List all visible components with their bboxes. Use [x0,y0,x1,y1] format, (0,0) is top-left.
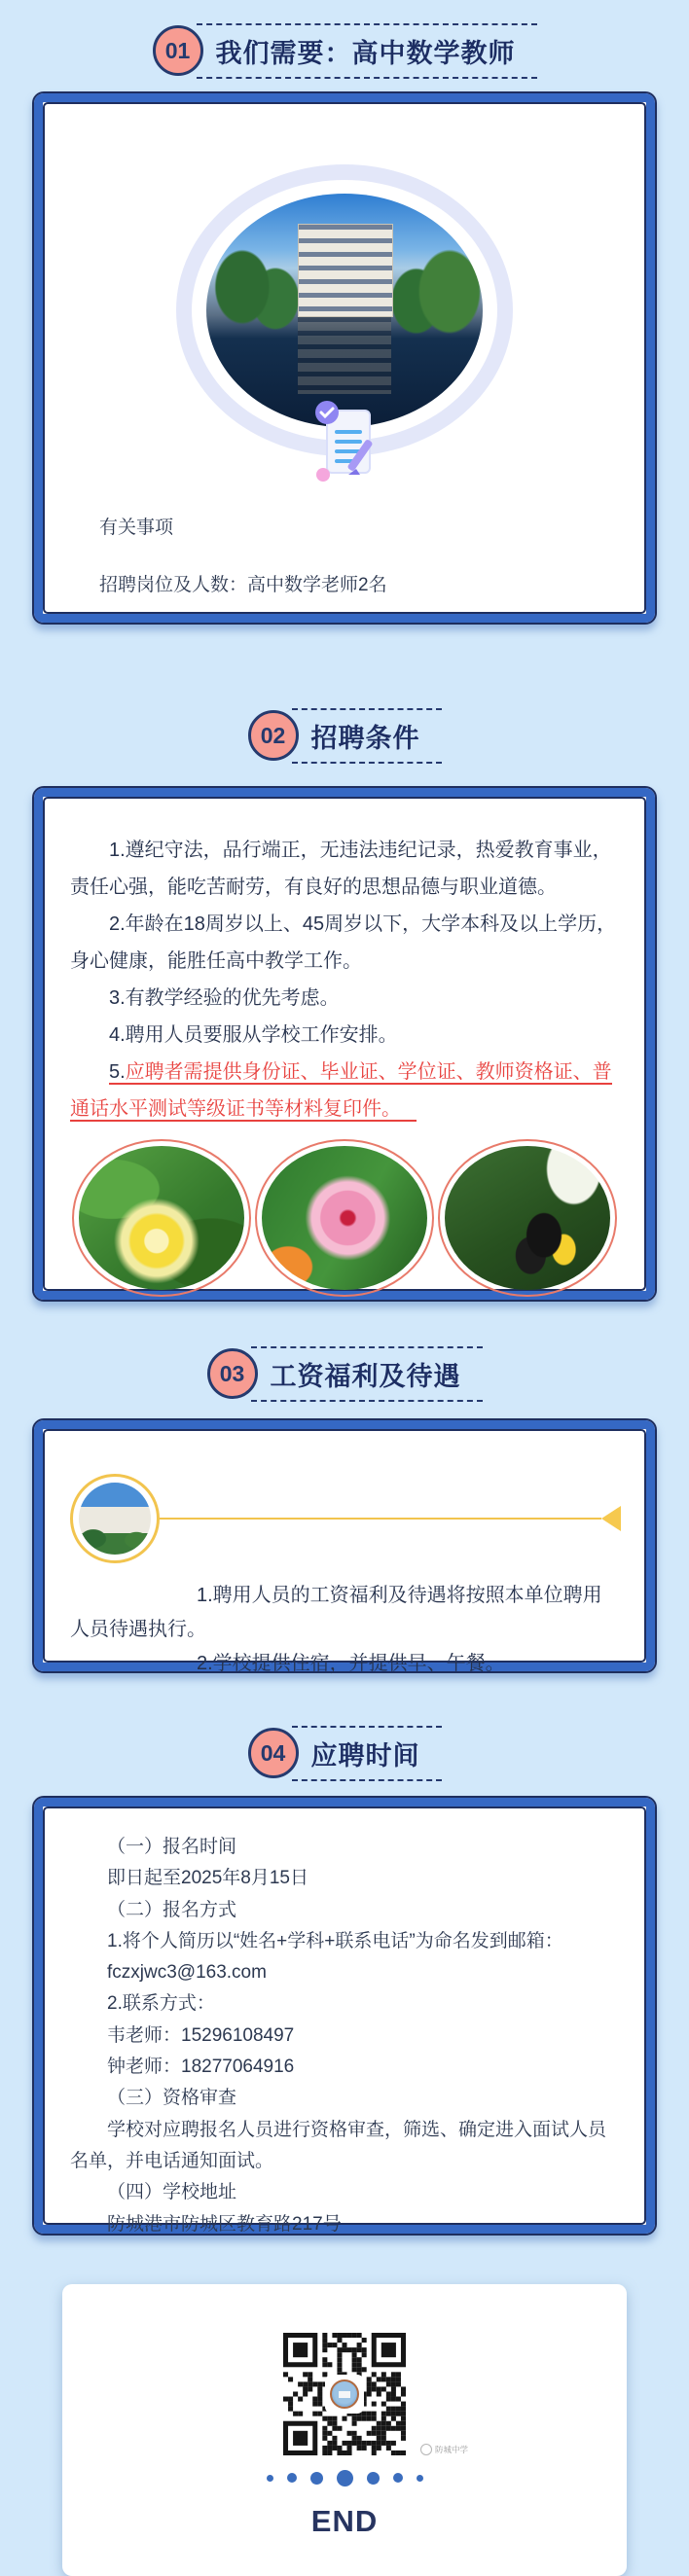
application-line: （二）报名方式 [107,1899,237,1920]
footer-card [62,2284,627,2576]
requirement-item: 1.遵纪守法，品行端正，无违法违纪记录，热爱教育事业，责任心强，能吃苦耐劳，有良好的思想品德与职业道德。 [70,840,612,898]
section-title: 工资福利及待遇 [251,1346,483,1402]
flower-photo-butterfly [438,1139,617,1297]
section-title: 应聘时间 [292,1726,442,1781]
school-campus-photo [206,194,483,427]
campus-flower-photos [70,1139,619,1297]
benefit-photo-circle [70,1474,160,1563]
pagination-dots [62,2469,627,2487]
application-line: 即日起至2025年8月15日 [107,1868,308,1889]
dot [337,2470,353,2487]
contact-phone-zhong: 钟老师：18277064916 [107,2057,295,2078]
card-application [32,1796,657,2236]
school-photo-oval [176,164,513,456]
dot [267,2475,273,2482]
card-benefits [32,1418,657,1673]
dot [417,2475,423,2482]
requirement-item: 3.有教学经验的优先考虑。 [109,987,340,1009]
benefit-item: 1.聘用人员的工资福利及待遇将按照本单位聘用人员待遇执行。 [70,1585,602,1640]
section-01-header [0,25,689,76]
requirement-item-highlight [70,1054,619,1127]
application-line: （三）资格审查 [107,2088,237,2109]
application-line: （一）报名时间 [107,1837,237,1857]
section-title: 招聘条件 [292,708,442,764]
benefit-item: 2.学校提供住宿，并提供早、午餐。 [197,1653,505,1674]
section-number-badge: 02 [248,710,299,761]
school-building [298,224,394,317]
application-line: （四）学校地址 [107,2182,237,2203]
end-label: END [310,2504,379,2538]
school-logo-icon [325,2375,364,2414]
dot [310,2472,323,2485]
flower-photo-lotus [72,1139,251,1297]
dot [287,2473,297,2483]
section-number-badge: 01 [153,25,203,76]
watermark-logo-icon [420,2444,432,2455]
school-building-reflection [298,317,392,394]
dot [393,2473,403,2483]
school-address: 防城港市防城区教育路217号 [107,2213,342,2235]
qr-watermark [420,2444,468,2455]
section-number-badge: 04 [248,1728,299,1778]
watermark-text: 防城中学 [434,2445,468,2454]
section-title: 我们需要：高中数学教师 [197,23,537,79]
application-line: 学校对应聘报名人员进行资格审查，筛选、确定进入面试人员名单，并电话通知面试。 [70,2119,607,2171]
related-matters-heading: 有关事项 [99,518,174,538]
requirement-item: 4.聘用人员要服从学校工作安排。 [109,1024,398,1046]
requirement-item: 2.年龄在18周岁以上、45周岁以下，大学本科及以上学历，身心健康，能胜任高中教学工作。 [70,913,617,972]
flower-photo-hibiscus [255,1139,434,1297]
dot [367,2472,380,2485]
section-02-header [0,710,689,761]
position-count-line: 招聘岗位及人数：高中数学老师2名 [99,575,387,595]
requirement-5-number: 5. [109,1061,126,1083]
section-04-header [0,1728,689,1778]
section-number-badge: 03 [207,1348,258,1399]
application-email: fczxjwc3@163.com [107,1962,267,1984]
section-03-header [0,1348,689,1399]
card-requirements [32,786,657,1302]
gold-arrow-icon [601,1506,621,1531]
gold-divider-line [160,1518,601,1520]
application-line: 1.将个人简历以“姓名+学科+联系电话”为命名发到邮箱： [107,1930,563,1951]
card-recruitment-info [32,91,657,625]
contact-phone-wei: 韦老师：15296108497 [107,2024,295,2046]
application-line: 2.联系方式： [107,1993,215,2015]
benefit-divider-row [70,1474,621,1563]
document-check-icon [298,401,391,489]
requirement-5-red-text: 应聘者需提供身份证、毕业证、学位证、教师资格证、普通话水平测试等级证书等材料复印件。 [70,1061,612,1120]
